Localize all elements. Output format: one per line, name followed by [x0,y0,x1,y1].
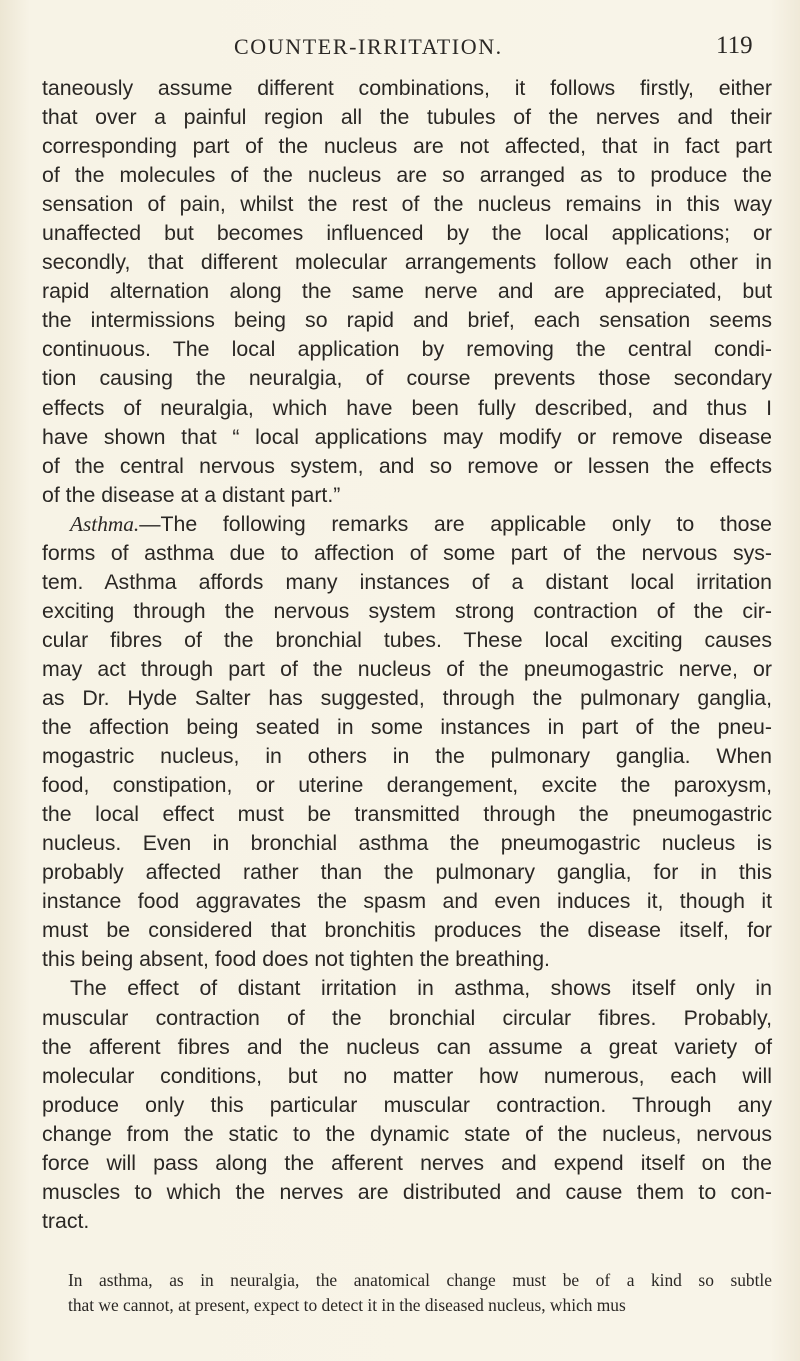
text-line: effects of neuralgia, which have been fully described, and thus I [42,395,772,420]
text-line: The effect of distant irritation in asthma, shows itself only in [70,976,772,1001]
text-line: as Dr. Hyde Salter has suggested, through the pulmonary ganglia, [42,685,772,710]
text-line: tem. Asthma affords many instances of a distant local irritation [42,569,772,594]
text-line: have shown that “ local applications may modify or remove disease [42,424,772,449]
text-line: cular fibres of the bronchial tubes. These local exciting causes [42,627,772,652]
text-line: the affection being seated in some instances in part of the pneu- [42,715,772,740]
text-line: tract. [42,1208,90,1233]
running-head [0,34,800,64]
text-line: probably affected rather than the pulmonary ganglia, for in this [42,860,772,885]
text-line: may act through part of the nucleus of the pneumogastric nerve, or [42,656,772,681]
text-line: nucleus. Even in bronchial asthma the pneumogastric nucleus is [42,831,772,856]
text-line: force will pass along the afferent nerves and expend itself on the [42,1150,772,1175]
footnote-line: that we cannot, at present, expect to detect it in the diseased nucleus, which mus [68,1295,626,1315]
text-line: corresponding part of the nucleus are not affected, that in fact part [42,134,772,159]
asthma-heading: Asthma. [70,511,140,536]
asthma-first-line [42,510,772,539]
text-line: of the molecules of the nucleus are so arranged as to produce the [42,163,772,188]
text-line: change from the static to the dynamic state of the nucleus, nervous [42,1121,772,1146]
text-line: produce only this particular muscular contraction. Through any [42,1092,772,1117]
text-line: the intermissions being so rapid and brief, each sensation seems [42,308,772,333]
text-line: sensation of pain, whilst the rest of the nucleus remains in this way [42,192,772,217]
body-text [42,74,772,1236]
text-line: exciting through the nervous system strong contraction of the cir- [42,598,772,623]
page-number: 119 [716,32,753,59]
text-line: the local effect must be transmitted through the pneumogastric [42,802,772,827]
text-line: muscles to which the nerves are distributed and cause them to con- [42,1179,772,1204]
text-line: molecular conditions, but no matter how numerous, each will [42,1063,772,1088]
text-line: unaffected but becomes influenced by the local applications; or [42,221,772,246]
text-line: mogastric nucleus, in others in the pulmonary ganglia. When [42,744,772,769]
text-line: muscular contraction of the bronchial circular fibres. Probably, [42,1005,772,1030]
text-line: the afferent fibres and the nucleus can assume a great variety of [42,1034,772,1059]
text-line: that over a painful region all the tubules of the nerves and their [42,105,772,130]
text-line: tion causing the neuralgia, of course prevents those secondary [42,366,772,391]
text-line: continuous. The local application by removing the central condi- [42,337,772,362]
text-line: forms of asthma due to affection of some part of the nervous sys- [42,540,772,565]
text-line: instance food aggravates the spasm and even induces it, though it [42,889,772,914]
text-line: of the disease at a distant part.” [42,482,341,507]
text-line: this being absent, food does not tighten the breathing. [42,947,550,972]
text-line: taneously assume different combinations, it follows firstly, either [42,76,772,100]
text-line: of the central nervous system, and so remove or lessen the effects [42,453,772,478]
text-line: must be considered that bronchitis produces the disease itself, for [42,918,772,943]
asthma-first-line-text: —The following remarks are applicable only to those [139,511,772,536]
footnote-line: In asthma, as in neuralgia, the anatomical change must be of a kind so subtle [68,1270,772,1290]
text-line: food, constipation, or uterine derangement, excite the paroxysm, [42,773,772,798]
text-line: secondly, that different molecular arrangements follow each other in [42,250,772,275]
footnote [68,1268,772,1318]
text-line: rapid alternation along the same nerve and are appreciated, but [42,279,772,304]
running-title: COUNTER-IRRITATION. [234,34,503,59]
